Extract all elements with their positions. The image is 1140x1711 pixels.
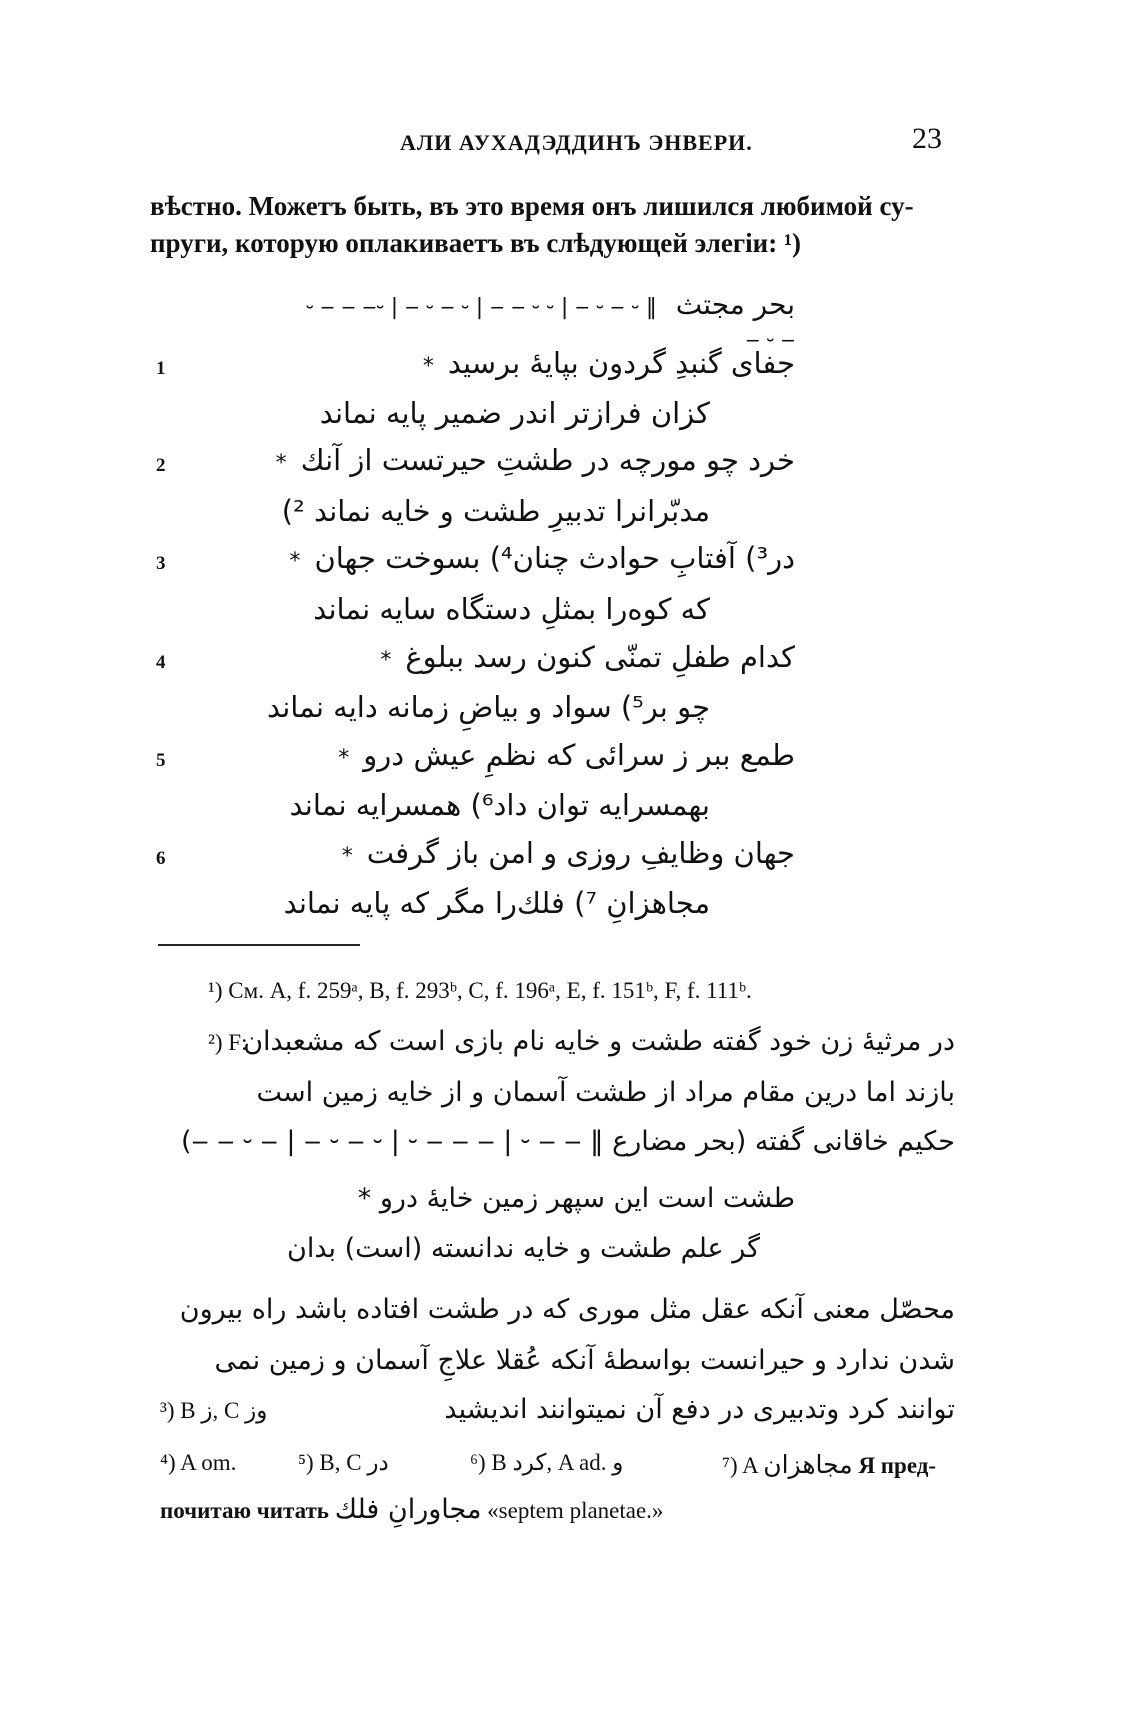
- verse-hemistich-a: خرد چو مورچه در طشتِ حیرتست از آنك*: [275, 443, 795, 477]
- commentary-line-2: شدن ندارد و حیرانست بواسطهٔ آنکه عُقلا علاجِ آسمان و زمین نمی: [214, 1345, 955, 1376]
- footnote-5: ⁵) B, C در: [298, 1450, 389, 1475]
- footnote-3: ³) B ز, C وز: [160, 1398, 268, 1423]
- verse-hemistich-b: مدبّرانرا تدبیرِ طشت و خایه نماند ²): [281, 494, 710, 528]
- verse-hemistich-b: چو بر⁵) سواد و بیاضِ زمانه دایه نماند: [267, 690, 710, 724]
- verse-hemistich-b: مجاهزانِ ⁷) فلك‌را مگر که پایه نماند: [283, 886, 710, 920]
- footnote-7-word: مجاهزان: [763, 1450, 853, 1479]
- footnote-rule: [158, 944, 360, 946]
- footnote-4: ⁴) A om.: [160, 1450, 237, 1475]
- footnote-2-line-3: حکیم خاقانی گفته (بحر مضارع ‖ ‒ ‒ ⏑ | ‒ ‒ ‒ ⏑ | ⏑ ‒ ⏑ ‒ | ‒ ⏑ ‒ ‒): [180, 1126, 955, 1157]
- verse-star: *: [422, 354, 434, 379]
- verse-hemistich-b: کزان فرازتر اندر ضمیر پایه نماند: [319, 396, 710, 430]
- footnote-2-verse-2: گر علم طشت و خایه ندانسته (است) بدان: [286, 1233, 760, 1264]
- verse-number: 3: [156, 553, 166, 574]
- footnote-1: ¹) См. A, f. 259ᵃ, B, f. 293ᵇ, C, f. 196ᵃ, E, f. 151ᵇ, F, f. 111ᵇ.: [208, 978, 752, 1003]
- intro-line-1: вѣстно. Можетъ быть, въ это время онъ лишился любимой су-: [150, 191, 914, 221]
- commentary-line-1: محصّل معنی آنکه عقل مثل موری که در طشت افتاده باشد راه بیرون: [179, 1294, 955, 1325]
- footnote-7-continuation: почитаю читать مجاورانِ فلك «septem planetae.»: [160, 1494, 664, 1525]
- verse-number: 1: [156, 358, 166, 379]
- footnote-7: ⁷) A مجاهزان Я пред-: [722, 1450, 937, 1479]
- verse-hemistich-b: بهمسرایه توان داد⁶) همسرایه نماند: [289, 788, 710, 822]
- verse-number: 6: [156, 848, 166, 869]
- footnote-2-marker: ²) F:: [208, 1030, 248, 1055]
- verse-number: 2: [156, 455, 166, 476]
- verse-number: 5: [156, 750, 166, 771]
- footnote-6: ⁶) B کرد, A ad. و: [470, 1450, 624, 1475]
- verse-hemistich-a: جفای گنبدِ گردون بپایهٔ برسید*: [422, 346, 795, 380]
- meter-line: [290, 288, 795, 354]
- verse-star: *: [341, 844, 353, 869]
- page-number: 23: [912, 122, 942, 155]
- verse-hemistich-a: کدام طفلِ تمنّی کنون رسد ببلوغ*: [380, 640, 795, 674]
- verse-star: *: [380, 648, 392, 673]
- verse-number: 4: [156, 652, 166, 673]
- verse-hemistich-a: طمع ببر ز سرائی که نظمِ عیش درو*: [338, 738, 795, 772]
- intro-line-2: пруги, которую оплакиваетъ въ слѣдующей элегіи: ¹): [150, 228, 802, 258]
- verse-star: *: [338, 746, 350, 771]
- running-header: АЛИ АУХАДЭДДИНЪ ЭНВЕРИ.: [400, 130, 753, 155]
- verse-hemistich-b: که کوه‌را بمثلِ دستگاه سایه نماند: [313, 592, 710, 626]
- meter-name: بحر مجتث: [675, 288, 795, 321]
- footnote-2-line-2: بازند اما درین مقام مراد از طشت آسمان و از خایه زمین است: [256, 1077, 955, 1108]
- footnote-2-verse-1: طشت است این سپهر زمین خایهٔ درو *: [357, 1183, 795, 1214]
- footnote-2-line-1: در مرثیهٔ زن خود گفته طشت و خایه نام بازی است که مشعبدان: [243, 1026, 955, 1057]
- verse-hemistich-a: جهان وظایفِ روزی و امن باز گرفت*: [341, 836, 795, 870]
- verse-hemistich-a: در³) آفتابِ حوادث چنان⁴) بسوخت جهان*: [289, 541, 795, 575]
- verse-star: *: [289, 549, 301, 574]
- meter-pattern: ‖ ⏑ ‒ ⏑ ‒ | ⏑ ⏑ ‒ ‒ | ⏑ ‒ ⏑ ‒ | ⏑‒ ‒ ‒ ⏑ ‒ ⏑ ‒: [306, 295, 795, 353]
- verse-star: *: [275, 451, 287, 476]
- commentary-line-3: توانند کرد وتدبیری در دفع آن نمیتوانند اندیشید: [444, 1394, 955, 1425]
- footnote-7-reading: مجاورانِ فلك: [334, 1494, 482, 1525]
